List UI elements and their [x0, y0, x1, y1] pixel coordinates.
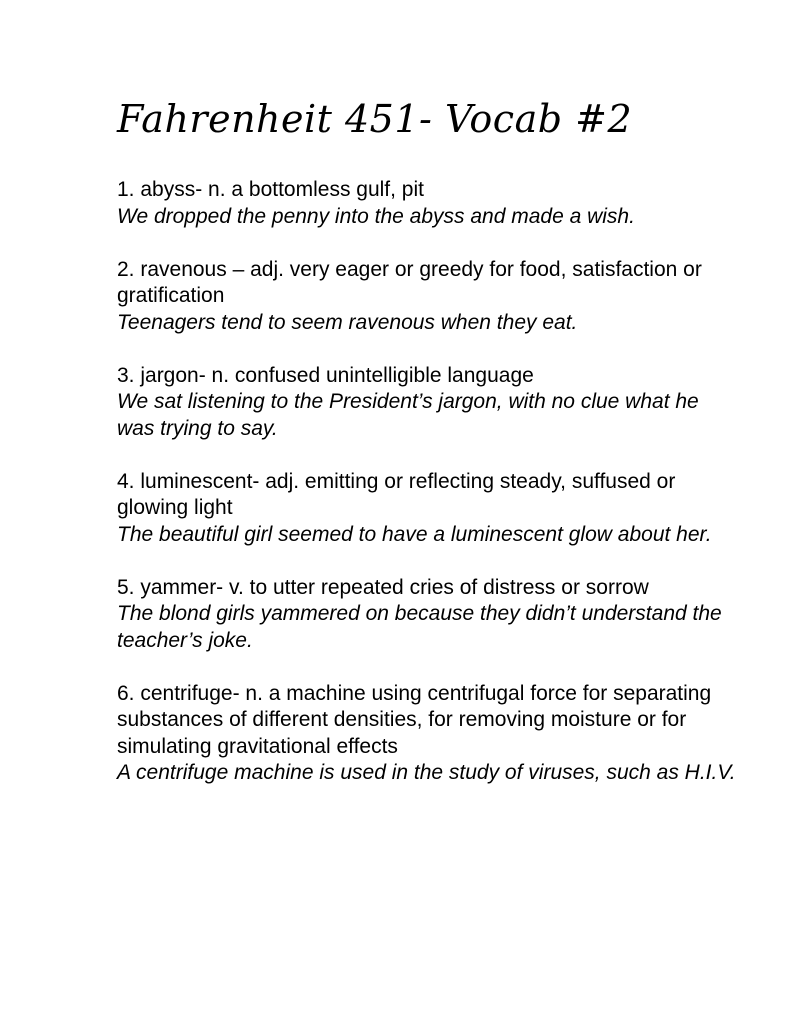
vocab-example-sentence: A centrifuge machine is used in the study of viruses, such as H.I.V.	[117, 761, 736, 784]
vocab-example-sentence: Teenagers tend to seem ravenous when they eat.	[117, 310, 578, 334]
vocab-entry-yammer	[117, 575, 737, 655]
vocab-definition: 3. jargon- n. confused unintelligible language	[117, 363, 534, 387]
vocab-example-sentence: The beautiful girl seemed to have a luminescent glow about her.	[117, 522, 712, 546]
vocab-definition: 5. yammer- v. to utter repeated cries of distress or sorrow	[117, 575, 649, 599]
vocab-list	[117, 177, 737, 813]
vocab-entry-centrifuge	[117, 681, 737, 787]
vocab-example-sentence: We sat listening to the President’s jargon, with no clue what he was trying to say.	[117, 390, 699, 440]
vocab-example-sentence: We dropped the penny into the abyss and made a wish.	[117, 204, 635, 228]
vocab-definition: 2. ravenous – adj. very eager or greedy for food, satisfaction or gratification	[117, 257, 702, 307]
page-title: Fahrenheit 451- Vocab #2	[117, 97, 633, 141]
vocab-entry-ravenous	[117, 257, 737, 337]
vocab-entry-jargon	[117, 363, 737, 443]
vocab-definition: 4. luminescent- adj. emitting or reflecting steady, suffused or glowing light	[117, 469, 676, 519]
vocab-entry-abyss	[117, 177, 737, 230]
vocab-definition: 6. centrifuge- n. a machine using centrifugal force for separating substances of different densities, for removing moisture or for simulating gravitational effects	[117, 681, 712, 758]
vocab-example-sentence: The blond girls yammered on because they didn’t understand the teacher’s joke.	[117, 602, 722, 652]
vocab-definition: 1. abyss- n. a bottomless gulf, pit	[117, 178, 424, 201]
vocab-entry-luminescent	[117, 469, 737, 549]
